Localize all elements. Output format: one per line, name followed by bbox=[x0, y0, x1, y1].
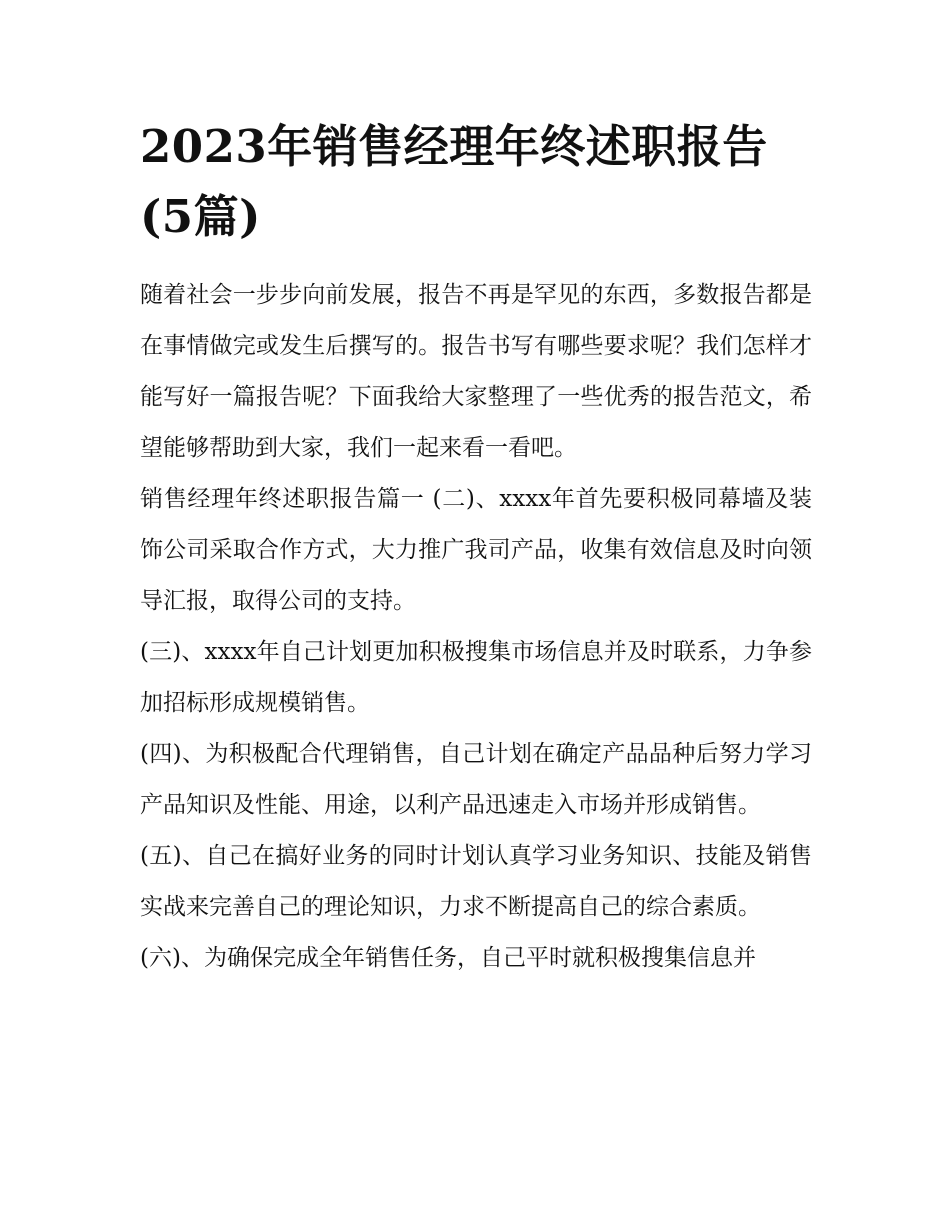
document-title: 2023年销售经理年终述职报告(5篇) bbox=[140, 120, 768, 243]
paragraph-section-4: (四)、为积极配合代理销售，自己计划在确定产品品种后努力学习产品知识及性能、用途，以利产品迅速走入市场并形成销售。 bbox=[140, 741, 812, 818]
paragraph-section-6: (六)、为确保完成全年销售任务，自己平时就积极搜集信息并 bbox=[140, 945, 756, 971]
paragraph-section-2: 销售经理年终述职报告篇一 (二)、xxxx年首先要积极同幕墙及装饰公司采取合作方式，大力推广我司产品，收集有效信息及时向领导汇报，取得公司的支持。 bbox=[140, 486, 812, 614]
document-content bbox=[140, 112, 812, 984]
paragraph-intro: 随着社会一步步向前发展，报告不再是罕见的东西，多数报告都是在事情做完或发生后撰写的。报告书写有哪些要求呢？我们怎样才能写好一篇报告呢？下面我给大家整理了一些优秀的报告范文，希望能够帮助到大家，我们一起来看一看吧。 bbox=[140, 282, 812, 461]
paragraph-section-3: (三)、xxxx年自己计划更加积极搜集市场信息并及时联系，力争参加招标形成规模销售。 bbox=[140, 639, 812, 716]
paragraph-section-5: (五)、自己在搞好业务的同时计划认真学习业务知识、技能及销售实战来完善自己的理论知识，力求不断提高自己的综合素质。 bbox=[140, 843, 812, 920]
document-body bbox=[140, 270, 812, 984]
